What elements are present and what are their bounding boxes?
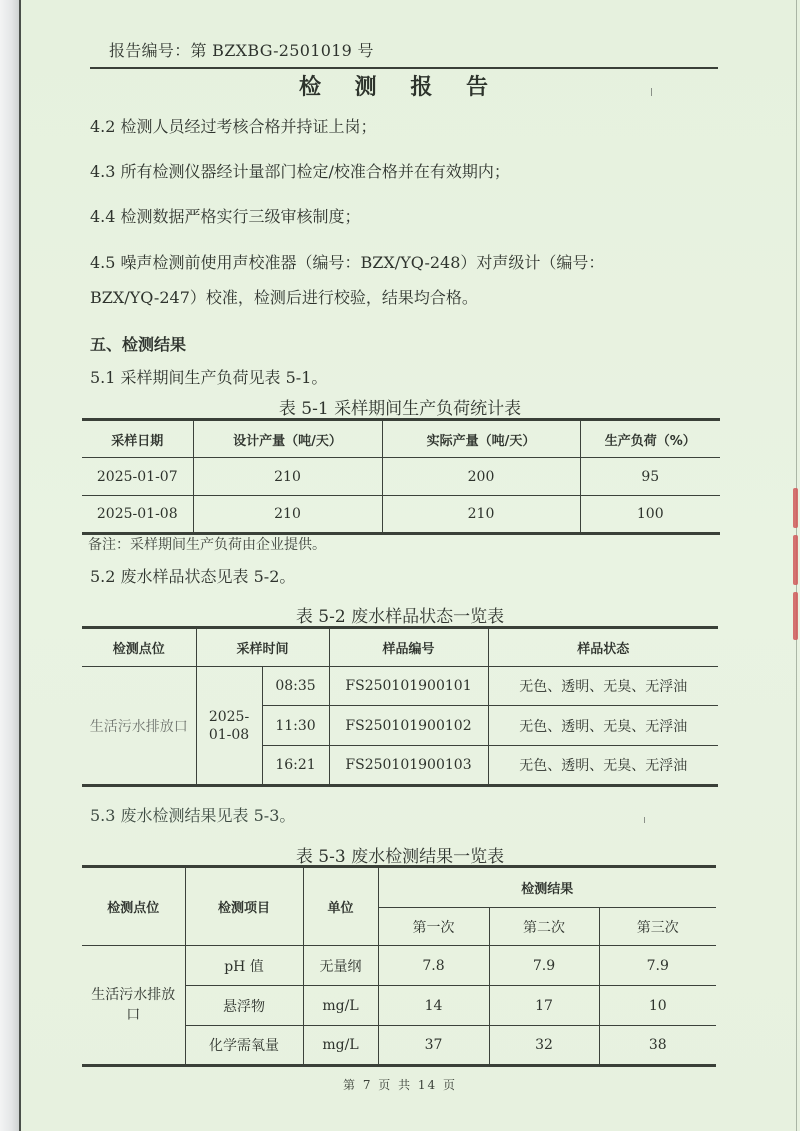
table-cell: 38 — [599, 1026, 716, 1066]
table-row — [82, 946, 716, 986]
table-cell: FS250101900102 — [329, 706, 488, 746]
table-header-cell: 检测点位 — [82, 628, 196, 667]
table-cell: pH 值 — [185, 946, 303, 986]
table-header-cell: 样品编号 — [329, 628, 488, 667]
seal-mark — [793, 488, 798, 528]
table-cell: 7.9 — [489, 946, 599, 986]
table-cell: 37 — [378, 1026, 489, 1066]
seal-mark — [793, 535, 798, 585]
table-5-2 — [82, 626, 718, 787]
table-5-2-caption: 表 5-2 废水样品状态一览表 — [295, 607, 505, 627]
table-cell: 95 — [580, 458, 720, 496]
table-cell-location: 生活污水排放口 — [82, 667, 196, 786]
table-cell: 210 — [382, 496, 580, 534]
table-cell-location: 生活污水排放口 — [82, 946, 185, 1066]
table-cell: 7.8 — [378, 946, 489, 986]
table-cell: 无量纲 — [303, 946, 378, 986]
table-cell: 11:30 — [262, 706, 329, 746]
table-header-cell: 样品状态 — [488, 628, 718, 667]
table-cell: 无色、透明、无臭、无浮油 — [488, 667, 718, 706]
table-cell: 32 — [489, 1026, 599, 1066]
table-cell: 210 — [193, 458, 382, 496]
table-note: 备注：采样期间生产负荷由企业提供。 — [88, 537, 326, 553]
item-4-5: 4.5 噪声检测前使用声校准器（编号：BZX/YQ-248）对声级计（编号： — [90, 253, 605, 272]
table-header-cell: 检测项目 — [185, 867, 303, 946]
table-5-1-caption: 表 5-1 采样期间生产负荷统计表 — [278, 399, 522, 419]
table-cell: 2025-01-08 — [82, 496, 193, 534]
table-5-3-caption: 表 5-3 废水检测结果一览表 — [295, 847, 505, 867]
table-cell: 无色、透明、无臭、无浮油 — [488, 746, 718, 786]
table-cell: FS250101900103 — [329, 746, 488, 786]
item-4-2: 4.2 检测人员经过考核合格并持证上岗； — [90, 117, 377, 136]
table-header-cell: 实际产量（吨/天） — [382, 420, 580, 458]
table-header-cell: 第一次 — [378, 908, 489, 946]
item-4-4: 4.4 检测数据严格实行三级审核制度； — [90, 207, 361, 226]
report-number: 报告编号：第 BZXBG-2501019 号 — [109, 41, 374, 60]
section-heading: 五、检测结果 — [90, 335, 187, 354]
table-cell-date: 2025-01-08 — [196, 667, 262, 786]
table-cell: 16:21 — [262, 746, 329, 786]
table-cell: mg/L — [303, 1026, 378, 1066]
table-cell: 08:35 — [262, 667, 329, 706]
table-5-1 — [82, 418, 720, 535]
table-header-cell: 第三次 — [599, 908, 716, 946]
table-header-cell: 采样日期 — [82, 420, 193, 458]
table-header-cell: 采样时间 — [196, 628, 329, 667]
table-5-3 — [82, 865, 716, 1067]
table-cell: 无色、透明、无臭、无浮油 — [488, 706, 718, 746]
document-title: 检 测 报 告 — [299, 75, 501, 100]
item-4-3: 4.3 所有检测仪器经计量部门检定/校准合格并在有效期内； — [90, 162, 510, 181]
table-cell: 2025-01-07 — [82, 458, 193, 496]
header-rule — [90, 67, 718, 69]
scanner-margin — [0, 0, 19, 1131]
item-5-2: 5.2 废水样品状态见表 5-2。 — [90, 567, 296, 586]
table-cell: mg/L — [303, 986, 378, 1026]
table-cell: FS250101900101 — [329, 667, 488, 706]
table-header-cell: 检测结果 — [378, 867, 716, 908]
page-indicator: 第 7 页 共 14 页 — [343, 1078, 457, 1092]
table-cell: 化学需氧量 — [185, 1026, 303, 1066]
table-cell: 悬浮物 — [185, 986, 303, 1026]
table-header-cell: 第二次 — [489, 908, 599, 946]
table-header-cell: 设计产量（吨/天） — [193, 420, 382, 458]
table-header-cell: 单位 — [303, 867, 378, 946]
table-row — [82, 458, 720, 496]
table-row — [82, 667, 718, 706]
table-cell: 14 — [378, 986, 489, 1026]
table-cell: 17 — [489, 986, 599, 1026]
table-row — [82, 496, 720, 534]
table-cell: 10 — [599, 986, 716, 1026]
item-5-1: 5.1 采样期间生产负荷见表 5-1。 — [90, 368, 328, 387]
table-cell: 200 — [382, 458, 580, 496]
table-cell: 7.9 — [599, 946, 716, 986]
table-header-cell: 检测点位 — [82, 867, 185, 946]
table-cell: 210 — [193, 496, 382, 534]
table-header-cell: 生产负荷（%） — [580, 420, 720, 458]
table-cell: 100 — [580, 496, 720, 534]
item-5-3: 5.3 废水检测结果见表 5-3。 — [90, 806, 296, 825]
item-4-5-cont: BZX/YQ-247）校准，检测后进行校验，结果均合格。 — [90, 288, 478, 307]
scan-speck — [644, 817, 645, 823]
